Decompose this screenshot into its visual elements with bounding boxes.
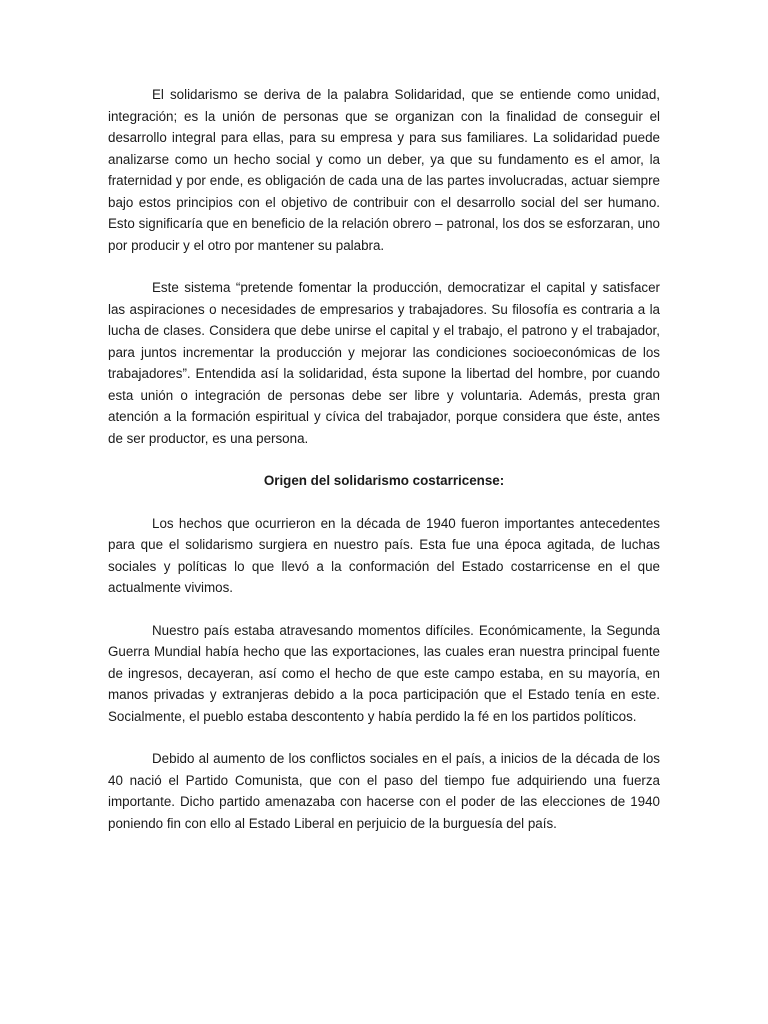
document-page [108, 84, 660, 834]
paragraph-spacer [108, 256, 660, 277]
paragraph-spacer [108, 449, 660, 470]
paragraph-spacer [108, 492, 660, 513]
paragraph-partido-comunista: Debido al aumento de los conflictos sociales en el país, a inicios de la década de los 40 nació el Partido Comunista, que con el paso del tiempo fue adquiriendo una fuerza importante. Dicho partido amenazaba con hacerse con el poder de las elecciones de 1940 poniendo fin con ello al Estado Liberal en perjuicio de la burguesía del país. [108, 751, 660, 831]
paragraph-solidarismo-definition: El solidarismo se deriva de la palabra Solidaridad, que se entiende como unidad, integración; es la unión de personas que se organizan con la finalidad de conseguir el desarrollo integral para ellas, para su empresa y para sus familiares. La solidaridad puede analizarse como un hecho social y como un deber, ya que su fundamento es el amor, la fraternidad y por ende, es obligación de cada una de las partes involucradas, actuar siempre bajo estos principios con el objetivo de contribuir con el desarrollo social del ser humano. Esto significaría que en beneficio de la relación obrero – patronal, los dos se esforzaran, uno por producir y el otro por mantener su palabra. [108, 87, 660, 253]
paragraph-spacer [108, 727, 660, 748]
paragraph-sistema: Este sistema “pretende fomentar la producción, democratizar el capital y satisfacer las aspiraciones o necesidades de empresarios y trabajadores. Su filosofía es contraria a la lucha de clases. Considera que debe unirse el capital y el trabajo, el patrono y el trabajador, para juntos incrementar la producción y mejorar las condiciones socioeconómicas de los trabajadores”. Entendida así la solidaridad, ésta supone la libertad del hombre, por cuando esta unión o integración de personas debe ser libre y voluntaria. Además, presta gran atención a la formación espiritual y cívica del trabajador, porque considera que éste, antes de ser productor, es una persona. [108, 280, 660, 446]
paragraph-spacer [108, 599, 660, 620]
paragraph-momentos-dificiles: Nuestro país estaba atravesando momentos difíciles. Económicamente, la Segunda Guerra Mundial había hecho que las exportaciones, las cuales eran nuestra principal fuente de ingresos, decayeran, así como el hecho de que este campo estaba, en su mayoría, en manos privadas y extranjeras debido a la poca participación que el Estado tenía en este. Socialmente, el pueblo estaba descontento y había perdido la fé en los partidos políticos. [108, 622, 660, 724]
paragraph-hechos-1940: Los hechos que ocurrieron en la década de 1940 fueron importantes antecedentes para que el solidarismo surgiera en nuestro país. Esta fue una época agitada, de luchas sociales y políticas lo que llevó a la conformación del Estado costarricense en el que actualmente vivimos. [108, 515, 660, 595]
section-heading: Origen del solidarismo costarricense: [263, 473, 505, 488]
